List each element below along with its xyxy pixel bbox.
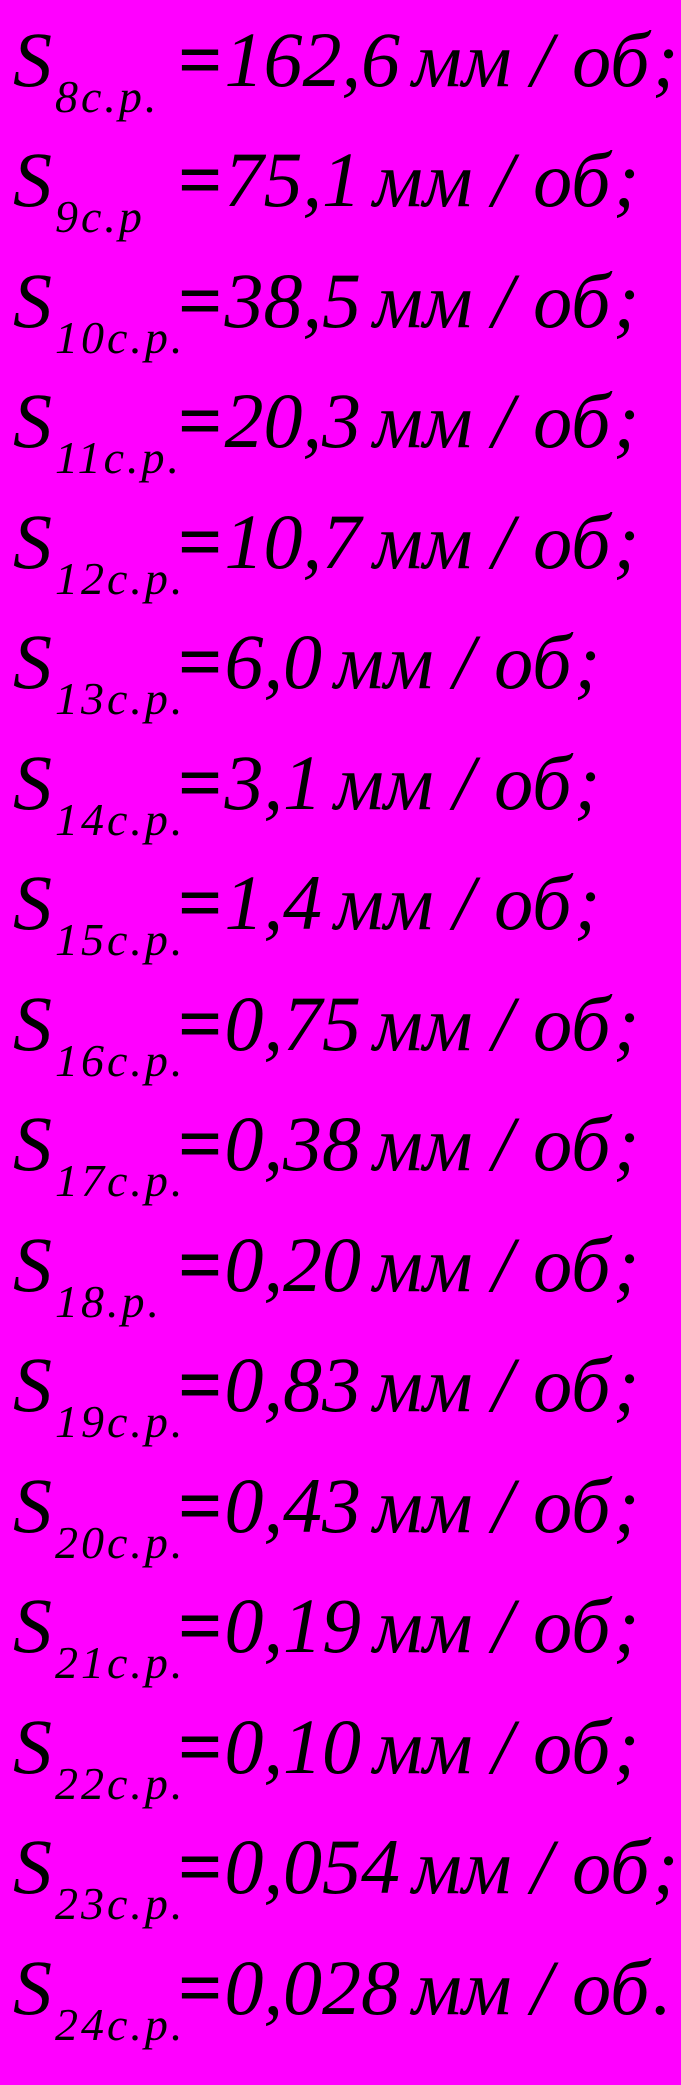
- equals-sign: =: [178, 136, 221, 224]
- line-punctuation: ;: [574, 738, 601, 826]
- symbol-subscript: 24с.р.: [55, 1998, 186, 2050]
- formula-line: [0, 964, 681, 1084]
- symbol-subscript: 13с.р.: [55, 673, 186, 725]
- equals-sign: =: [178, 1461, 221, 1549]
- feed-value: 0,38: [224, 1100, 361, 1188]
- line-punctuation: ;: [613, 1220, 640, 1308]
- formula-line: [0, 361, 681, 484]
- unit-label: мм / об: [372, 1582, 611, 1670]
- line-punctuation: .: [652, 1943, 672, 2031]
- line-punctuation: ;: [613, 1702, 640, 1790]
- symbol-S: S: [13, 1100, 52, 1188]
- formula-line: [0, 602, 681, 725]
- symbol-S: S: [13, 979, 52, 1067]
- feed-value: 1,4: [224, 859, 322, 947]
- line-punctuation: ;: [574, 618, 601, 706]
- unit-label: мм / об: [372, 1100, 611, 1188]
- unit-label: мм / об: [411, 1823, 650, 1911]
- symbol-subscript: 14с.р.: [55, 793, 186, 845]
- formula-line: [0, 1084, 681, 1207]
- symbol-S: S: [13, 1341, 52, 1429]
- symbol-subscript: 18.р.: [55, 1275, 162, 1327]
- symbol-S: S: [13, 256, 52, 344]
- equals-sign: =: [178, 377, 221, 465]
- line-punctuation: ;: [574, 859, 601, 947]
- symbol-subscript: 23с.р.: [55, 1878, 186, 1930]
- feed-value: 0,028: [224, 1943, 400, 2031]
- line-punctuation: ;: [613, 377, 640, 465]
- feed-value: 0,10: [224, 1702, 361, 1790]
- equals-sign: =: [178, 618, 221, 706]
- equals-sign: =: [178, 1582, 221, 1670]
- symbol-subscript: 8с.р.: [55, 71, 160, 122]
- equals-sign: =: [178, 16, 221, 103]
- equals-sign: =: [178, 1702, 221, 1790]
- formula-line: [0, 1807, 681, 1930]
- symbol-subscript: 19с.р.: [55, 1396, 186, 1448]
- formula-line: [0, 1566, 681, 1689]
- unit-label: мм / об: [372, 979, 611, 1067]
- formula-line: [0, 1446, 681, 1566]
- symbol-subscript: 21с.р.: [55, 1637, 186, 1689]
- feed-value: 6,0: [224, 618, 322, 706]
- unit-label: мм / об: [372, 1341, 611, 1429]
- unit-label: мм / об: [372, 1461, 611, 1549]
- equals-sign: =: [178, 1943, 221, 2031]
- formula-symbol-group: [13, 1928, 186, 2085]
- equals-sign: =: [178, 1341, 221, 1429]
- line-punctuation: ;: [613, 1582, 640, 1670]
- symbol-S: S: [13, 136, 52, 224]
- line-punctuation: ;: [652, 16, 679, 103]
- symbol-S: S: [13, 377, 52, 465]
- symbol-subscript: 12с.р.: [55, 552, 186, 604]
- formula-line: [0, 120, 681, 243]
- equals-sign: =: [178, 1220, 221, 1308]
- symbol-S: S: [13, 1943, 52, 2031]
- formula-line: [0, 1325, 681, 1448]
- symbol-subscript: 11с.р.: [55, 432, 183, 484]
- equals-sign: =: [178, 256, 221, 344]
- unit-label: мм / об: [372, 377, 611, 465]
- formula-line: [0, 1687, 681, 1807]
- unit-label: мм / об: [333, 738, 572, 826]
- formula-line: [0, 0, 681, 120]
- symbol-S: S: [13, 1220, 52, 1308]
- equals-sign: =: [178, 979, 221, 1067]
- line-punctuation: ;: [613, 1461, 640, 1549]
- formula-line: [0, 843, 681, 966]
- equals-sign: =: [178, 497, 221, 585]
- feed-value: 162,6: [224, 16, 400, 103]
- unit-label: мм / об: [411, 1943, 650, 2031]
- symbol-S: S: [13, 497, 52, 585]
- feed-value: 0,20: [224, 1220, 361, 1308]
- equals-sign: =: [178, 1100, 221, 1188]
- symbol-S: S: [13, 1461, 52, 1549]
- symbol-subscript: 17с.р.: [55, 1155, 186, 1207]
- formula-line: [0, 241, 681, 361]
- feed-value: 0,19: [224, 1582, 361, 1670]
- formula-line: [0, 482, 681, 602]
- symbol-subscript: 10с.р.: [55, 311, 186, 363]
- symbol-S: S: [13, 1823, 52, 1911]
- symbol-S: S: [13, 16, 52, 103]
- line-punctuation: ;: [613, 979, 640, 1067]
- formula-line: [0, 723, 681, 843]
- feed-value: 0,75: [224, 979, 361, 1067]
- equals-sign: =: [178, 859, 221, 947]
- line-punctuation: ;: [613, 497, 640, 585]
- feed-value: 75,1: [224, 136, 361, 224]
- symbol-subscript: 15с.р.: [55, 914, 186, 966]
- formula-line: [0, 1928, 681, 2048]
- feed-value: 10,7: [224, 497, 361, 585]
- feed-value: 0,43: [224, 1461, 361, 1549]
- formula-line: [0, 1205, 681, 1325]
- unit-label: мм / об: [411, 16, 650, 103]
- line-punctuation: ;: [652, 1823, 679, 1911]
- feed-value: 0,054: [224, 1823, 400, 1911]
- symbol-S: S: [13, 1582, 52, 1670]
- symbol-subscript: 20с.р.: [55, 1516, 186, 1568]
- unit-label: мм / об: [372, 497, 611, 585]
- feed-value: 38,5: [224, 256, 361, 344]
- equals-sign: =: [178, 738, 221, 826]
- symbol-S: S: [13, 859, 52, 947]
- symbol-S: S: [13, 1702, 52, 1790]
- line-punctuation: ;: [613, 136, 640, 224]
- unit-label: мм / об: [372, 256, 611, 344]
- line-punctuation: ;: [613, 1100, 640, 1188]
- unit-label: мм / об: [372, 1702, 611, 1790]
- symbol-S: S: [13, 738, 52, 826]
- symbol-subscript: 9с.р: [55, 191, 145, 243]
- unit-label: мм / об: [333, 618, 572, 706]
- line-punctuation: ;: [613, 1341, 640, 1429]
- feed-value: 0,83: [224, 1341, 361, 1429]
- line-punctuation: ;: [613, 256, 640, 344]
- symbol-subscript: 22с.р.: [55, 1757, 186, 1809]
- feed-value: 3,1: [224, 738, 322, 826]
- equals-sign: =: [178, 1823, 221, 1911]
- symbol-S: S: [13, 618, 52, 706]
- symbol-subscript: 16с.р.: [55, 1034, 186, 1086]
- unit-label: мм / об: [372, 1220, 611, 1308]
- feed-value: 20,3: [224, 377, 361, 465]
- unit-label: мм / об: [333, 859, 572, 947]
- unit-label: мм / об: [372, 136, 611, 224]
